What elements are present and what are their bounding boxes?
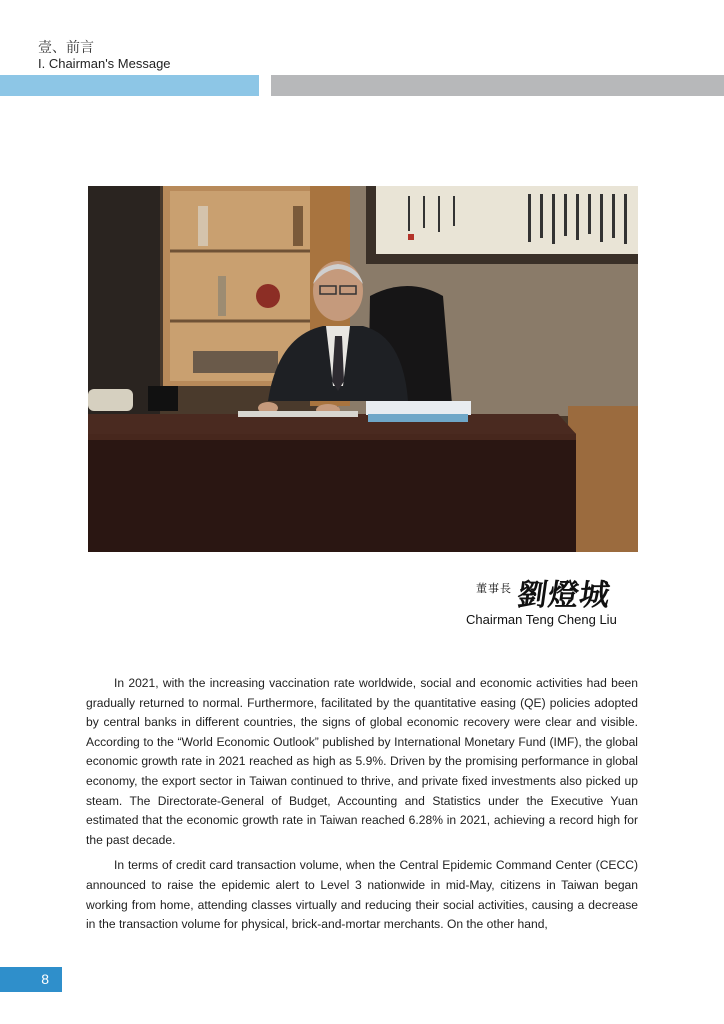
chairman-photo <box>88 186 638 552</box>
signature-title: 董事長 <box>476 582 512 595</box>
section-title-en: I. Chairman's Message <box>38 56 171 71</box>
chairman-signature <box>476 572 626 613</box>
paragraph: In 2021, with the increasing vaccination rate worldwide, social and economic activities had been gradually returned to normal. Furthermore, facilitated by the quantitative easing (QE) policies adopted by central banks in different countries, the signs of global economic recovery were clear and visible. According to the “World Economic Outlook” published by International Monetary Fund (IMF), the global economic growth rate in 2021 reached as high as 5.9%. Driven by the promising performance in global economy, the export sector in Taiwan continued to thrive, and private fixed investments also picked up steam. The Directorate-General of Budget, Accounting and Statistics under the Executive Yuan estimated that the economic growth rate in Taiwan reached 6.28% in 2021, achieving a record high for the past decade. <box>86 676 638 847</box>
section-title-zh: 壹、前言 <box>38 40 94 56</box>
signature-name: 劉燈城 <box>515 578 613 613</box>
photo-caption: Chairman Teng Cheng Liu <box>466 612 617 627</box>
paragraph: In terms of credit card transaction volume, when the Central Epidemic Command Center (CECC) announced to raise the epidemic alert to Level 3 nationwide in mid-May, citizens in Taiwan began working from home, attending classes virtually and reducing their social activities, causing a decrease in the transaction volume for physical, brick-and-mortar merchants. On the other hand, <box>86 858 638 932</box>
message-body <box>86 674 638 941</box>
header-gray-bar <box>271 75 724 96</box>
page-number: 8 <box>0 967 62 992</box>
header-accent-bar <box>0 75 259 96</box>
